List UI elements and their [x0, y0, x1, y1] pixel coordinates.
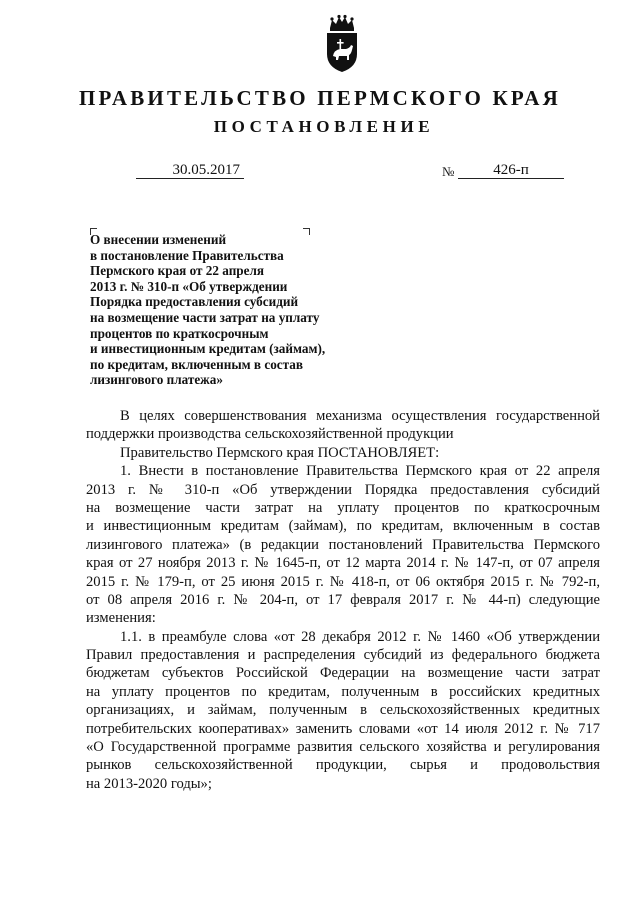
- number-label: №: [442, 164, 455, 179]
- perm-krai-coat-of-arms-icon: [322, 14, 362, 74]
- body-line: изменения:: [86, 610, 156, 627]
- body-line: на возмещение части затрат на уплату процентов по краткосрочным: [86, 499, 600, 516]
- body-line: Правительство Пермского края ПОСТАНОВЛЯЕТ:: [120, 444, 440, 461]
- body-line: на 2013-2020 годы»;: [86, 775, 212, 792]
- body-line: В целях совершенствования механизма осуществления государственной: [120, 408, 600, 424]
- subject-line: О внесении изменений: [90, 232, 227, 247]
- subject-line: 2013 г. № 310-п «Об утверждении: [90, 278, 288, 294]
- body-line: 1. Внести в постановление Правительства Пермского края от 22 апреля: [120, 463, 600, 480]
- subject-line: Пермского края от 22 апреля: [90, 263, 265, 279]
- body-line: потребительских кооперативах» заменить словами «от 14 июля 2012 г. № 717: [86, 720, 600, 737]
- subject-line: Порядка предоставления субсидий: [90, 294, 299, 310]
- body-line: от 08 апреля 2016 г. № 204-п, от 17 февраля 2017 г. № 44-п) следующие: [86, 591, 600, 608]
- document-body: [86, 407, 600, 793]
- subject-line: в постановление Правительства: [90, 247, 284, 263]
- document-type-title: ПОСТАНОВЛЕНИЕ: [213, 117, 435, 136]
- body-line: и инвестиционным кредитам (займам), по кредитам, включенным в состав: [86, 518, 600, 535]
- subject-line: и инвестиционным кредитам (займам),: [90, 341, 326, 357]
- body-line: 2013 г. № 310-п «Об утверждении Порядка предоставления субсидий: [86, 481, 600, 498]
- subject-line: на возмещение части затрат на уплату: [90, 309, 320, 325]
- body-line: бюджетам субъектов Российской Федерации на возмещение части затрат: [86, 665, 600, 682]
- body-line: лизингового платежа» (в редакции постановлений Правительства Пермского: [86, 536, 600, 553]
- document-date: 30.05.2017: [136, 161, 244, 179]
- subject-line: процентов по краткосрочным: [90, 325, 269, 341]
- body-line: 2015 г. № 179-п, от 25 июня 2015 г. № 418-п, от 06 октября 2015 г. № 792-п,: [86, 573, 600, 590]
- body-line: 1.1. в преамбуле слова «от 28 декабря 2012 г. № 1460 «Об утверждении: [120, 628, 600, 645]
- body-line: рынков сельскохозяйственной продукции, сырья и продовольствия: [86, 757, 600, 774]
- document-number: 426-п: [458, 161, 564, 179]
- document-subject: [90, 232, 390, 388]
- body-line: поддержки производства сельскохозяйственной продукции: [86, 426, 454, 443]
- body-line: организациях, и займам, полученным в сельскохозяйственных кредитных: [86, 702, 600, 719]
- body-line: на уплату процентов по кредитам, полученным в российских кредитных: [86, 683, 600, 700]
- subject-line: по кредитам, включенным в состав: [90, 356, 304, 372]
- body-line: края от 27 ноября 2013 г. № 1645-п, от 12 марта 2014 г. № 147-п, от 07 апреля: [86, 555, 600, 572]
- body-line: «О Государственной программе развития сельского хозяйства и регулирования: [86, 739, 600, 756]
- subject-line: лизингового платежа»: [90, 372, 223, 388]
- body-line: Правил предоставления и распределения субсидий из федерального бюджета: [86, 647, 600, 664]
- government-title: ПРАВИТЕЛЬСТВО ПЕРМСКОГО КРАЯ: [78, 86, 561, 110]
